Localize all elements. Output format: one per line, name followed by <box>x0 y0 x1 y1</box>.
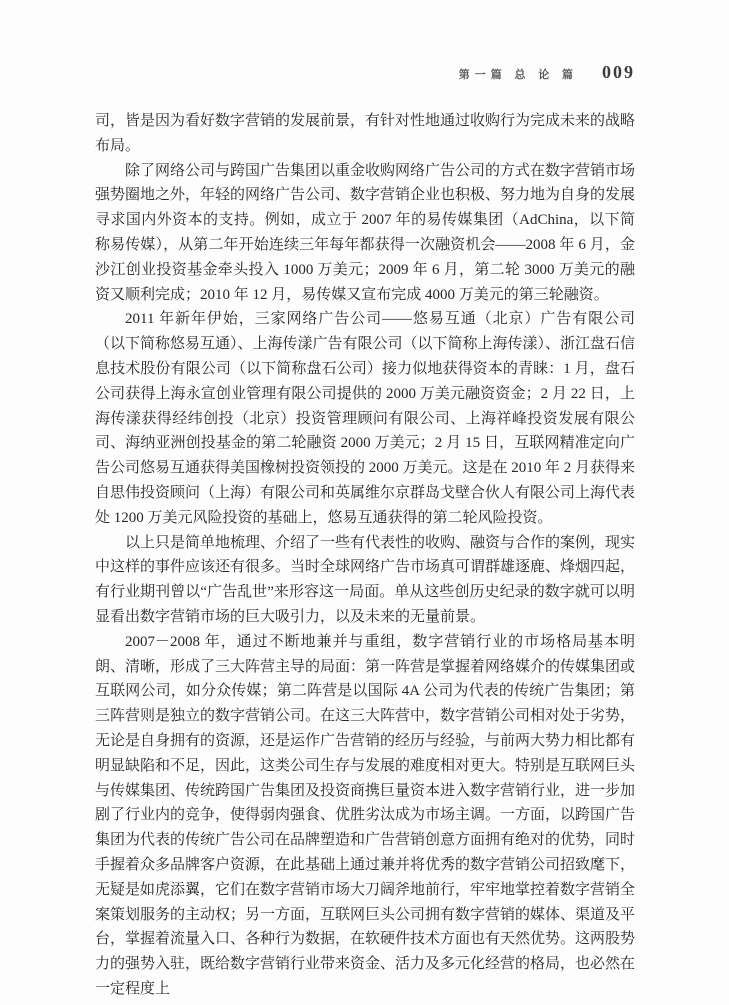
paragraph: 2011 年新年伊始，三家网络广告公司——悠易互通（北京）广告有限公司（以下简称悠易互通）、上海传漾广告有限公司（以下简称上海传漾）、浙江盘石信息技术股份有限公司（以下简称盘石公司）接力似地获得资本的青睐：1 月，盘石公司获得上海永宣创业管理有限公司提供的 2000 万美元融资资金；2 月 22 日，上海传漾获得经纬创投（北京）投资管理顾问有限公司、上海祥峰投资发展有限公司、海纳亚洲创投基金的第二轮融资 2000 万美元；2 月 15 日，互联网精准定向广告公司悠易互通获得美国橡树投资领投的 2000 万美元。这是在 2010 年 2 月获得来自思伟投资顾问（上海）有限公司和英属维尔京群岛戈壁合伙人有限公司上海代表处 1200 万美元风险投资的基础上，悠易互通获得的第二轮风险投资。 <box>95 311 636 526</box>
section-label: 第一篇 总 论 篇 <box>458 69 578 81</box>
page-header <box>95 62 635 83</box>
page-number: 009 <box>602 62 635 82</box>
paragraph-continuation: 司，皆是因为看好数字营销的发展前景，有针对性地通过收购行为完成未来的战略布局。 <box>95 113 636 154</box>
page-body <box>95 109 635 1002</box>
paragraph: 2007－2008 年，通过不断地兼并与重组，数字营销行业的市场格局基本明朗、清晰，形成了三大阵营主导的局面：第一阵营是掌握着网络媒介的传媒集团或互联网公司，如分众传媒；第二阵营是以国际 4A 公司为代表的传统广告集团；第三阵营则是独立的数字营销公司。在这三大阵营中，数字营销公司相对处于劣势，无论是自身拥有的资源，还是运作广告营销的经历与经验，与前两大势力相比都有明显缺陷和不足，因此，这类公司生存与发展的难度相对更大。特别是互联网巨头与传媒集团、传统跨国广告集团及投资商携巨量资本进入数字营销行业，进一步加剧了行业内的竞争，使得弱肉强食、优胜劣汰成为市场主调。一方面，以跨国广告集团为代表的传统广告公司在品牌塑造和广告营销创意方面拥有绝对的优势，同时手握着众多品牌客户资源，在此基础上通过兼并将优秀的数字营销公司招致麾下，无疑是如虎添翼，它们在数字营销市场大刀阔斧地前行，牢牢地掌控着数字营销全案策划服务的主动权；另一方面，互联网巨头公司拥有数字营销的媒体、渠道及平台，掌握着流量入口、各种行为数据，在软硬件技术方面也有天然优势。这两股势力的强势入驻，既给数字营销行业带来资金、活力及多元化经营的格局，也必然在一定程度上 <box>95 633 636 997</box>
paragraph: 以上只是简单地梳理、介绍了一些有代表性的收购、融资与合作的案例，现实中这样的事件应该还有很多。当时全球网络广告市场真可谓群雄逐鹿、烽烟四起，有行业期刊曾以“广告乱世”来形容这一局面。单从这些创历史纪录的数字就可以明显看出数字营销市场的巨大吸引力，以及未来的无量前景。 <box>95 534 636 625</box>
paragraph: 除了网络公司与跨国广告集团以重金收购网络广告公司的方式在数字营销市场强势圈地之外，年轻的网络广告公司、数字营销企业也积极、努力地为自身的发展寻求国内外资本的支持。例如，成立于 2007 年的易传媒集团（AdChina，以下简称易传媒），从第二年开始连续三年每年都获得一次融资机会——2008 年 6 月，金沙江创业投资基金牵头投入 1000 万美元；2009 年 6 月，第二轮 3000 万美元的融资又顺利完成；2010 年 12 月，易传媒又宣布完成 4000 万美元的第三轮融资。 <box>95 162 636 303</box>
